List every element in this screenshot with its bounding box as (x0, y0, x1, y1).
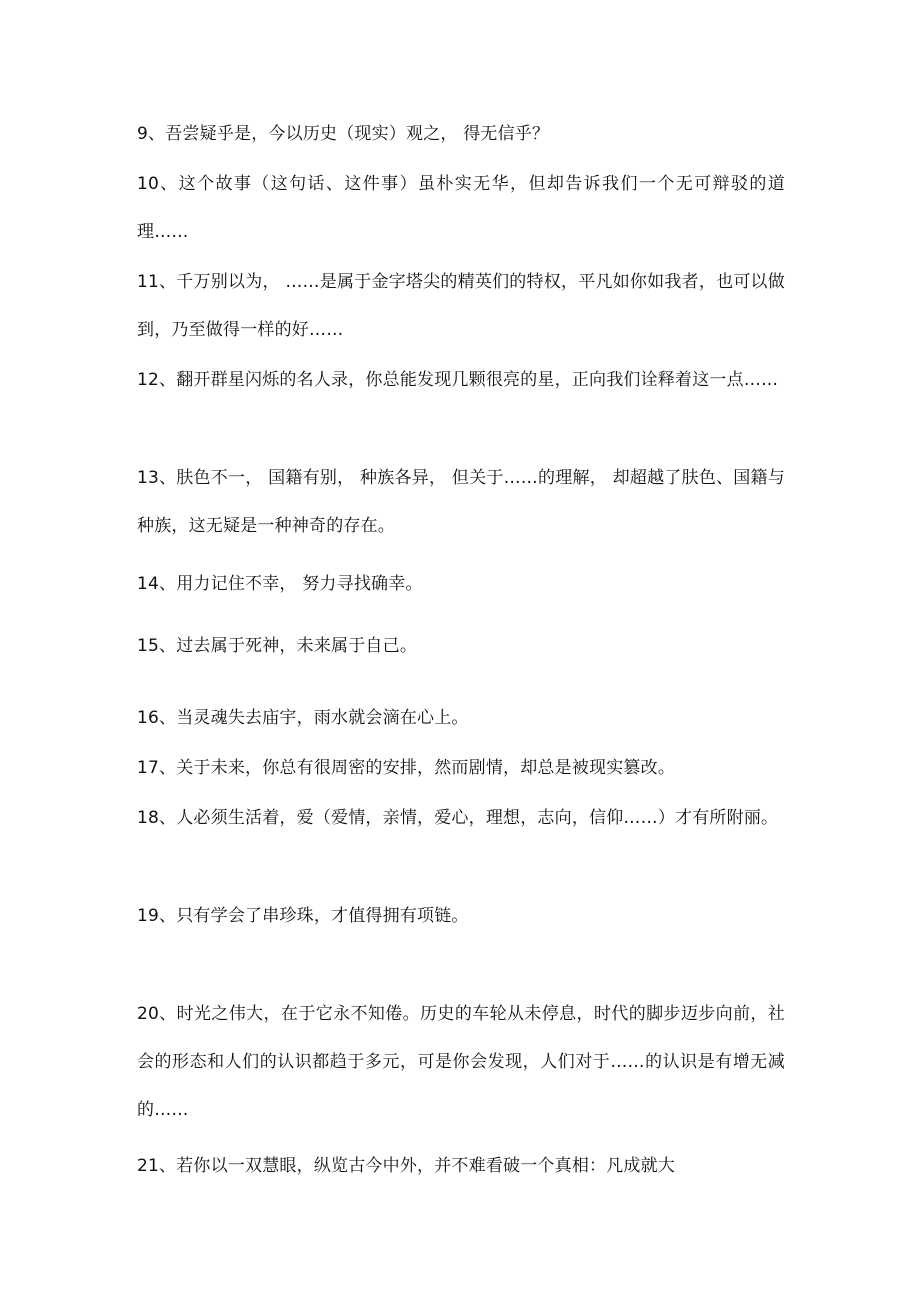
paragraph-17: 17、关于未来，你总有很周密的安排，然而剧情，却总是被现实篡改。 (137, 758, 676, 778)
paragraph-9: 9、吾尝疑乎是，今以历史（现实）观之， 得无信乎？ (137, 124, 550, 144)
paragraph-15: 15、过去属于死神，未来属于自己。 (137, 636, 418, 656)
paragraph-20: 20、时光之伟大，在于它永不知倦。历史的车轮从未停息，时代的脚步迈步向前，社会的形态和人们的认识都趋于多元，可是你会发现，人们对于……的认识是有增无减的…… (137, 1004, 785, 1120)
paragraph-19: 19、只有学会了串珍珠，才值得拥有项链。 (137, 906, 469, 926)
paragraph-12: 12、翻开群星闪烁的名人录，你总能发现几颗很亮的星，正向我们诠释着这一点…… (137, 370, 779, 390)
paragraph-18: 18、人必须生活着，爱（爱情，亲情，爱心，理想，志向，信仰……）才有所附丽。 (137, 808, 779, 828)
paragraph-14: 14、用力记住不幸， 努力寻找确幸。 (137, 574, 423, 594)
paragraph-11: 11、千万别以为， ……是属于金字塔尖的精英们的特权，平凡如你如我者，也可以做到，乃至做得一样的好…… (137, 272, 785, 340)
paragraph-16: 16、当灵魂失去庙宇，雨水就会滴在心上。 (137, 708, 469, 728)
paragraph-13: 13、肤色不一， 国籍有别， 种族各异， 但关于……的理解， 却超越了肤色、国籍与种族，这无疑是一种神奇的存在。 (137, 468, 785, 536)
paragraph-21: 21、若你以一双慧眼，纵览古今中外，并不难看破一个真相：凡成就大 (137, 1156, 676, 1176)
paragraph-10: 10、这个故事（这句话、这件事）虽朴实无华，但却告诉我们一个无可辩驳的道理…… (137, 174, 785, 242)
